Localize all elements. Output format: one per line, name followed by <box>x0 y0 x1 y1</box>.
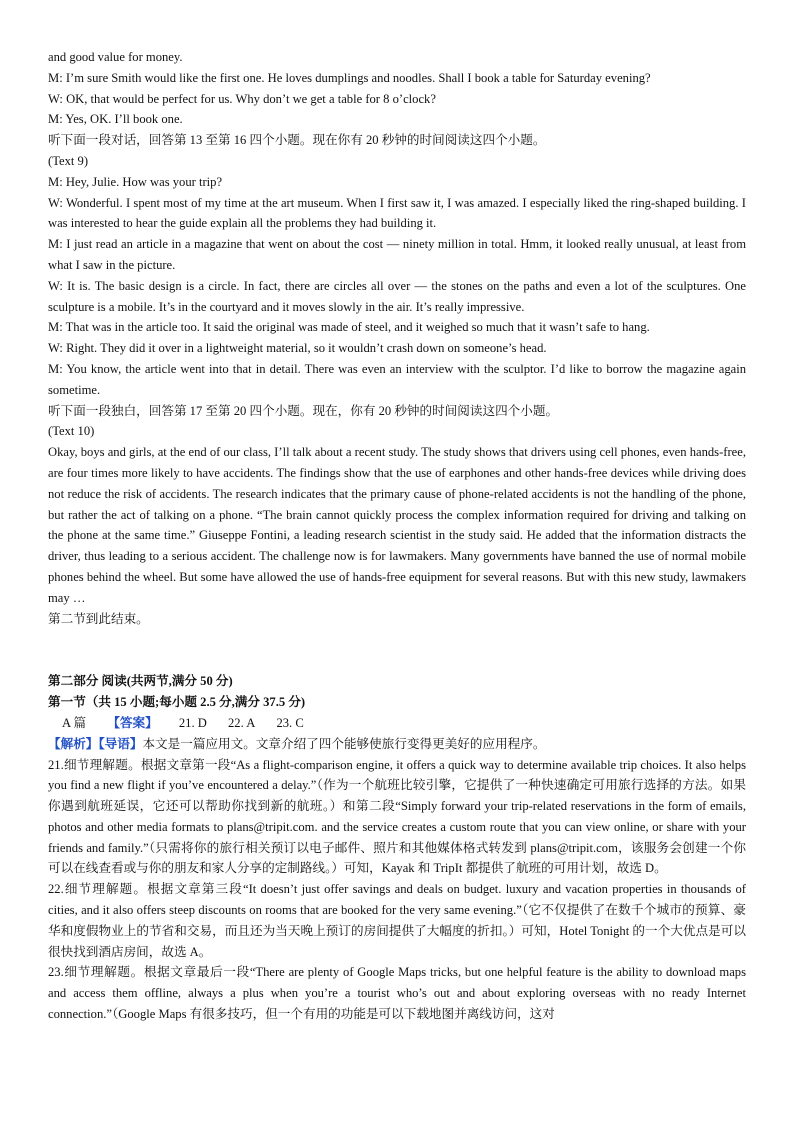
listening-instruction: 听下面一段对话，回答第 13 至第 16 四个小题。现在你有 20 秒钟的时间阅读这四个小题。 <box>48 133 546 148</box>
listening-line: M: Yes, OK. I’ll book one. <box>48 112 183 127</box>
section-end-note: 第二节到此结束。 <box>48 611 149 626</box>
listening-line: M: Hey, Julie. How was your trip? <box>48 174 223 189</box>
listening-line: W: OK, that would be perfect for us. Why don’t we get a table for 8 o’clock? <box>48 91 436 106</box>
guide-text: 本文是一篇应用文。文章介绍了四个能够使旅行变得更美好的应用程序。 <box>142 736 546 751</box>
analysis-tag: 【解析】 <box>48 736 99 751</box>
answer-tag: 【答案】 <box>107 715 158 730</box>
explanation-paragraph: 21.细节理解题。根据文章第一段“As a flight-comparison engine, it offers a quick way to determine available trip choices. It also helps you find a new flight if you’ve encountered a delay.”（作为一个航班比较引擎，它提供了一种快速确定可用旅行选择的方法。如果你遇到航班延误，它还可以帮助你找到新的航班。）和第二段“Simply forward your trip-related reservations in the form of emails, photos and other media formats to plans@tripit.com. and the service creates a custom route that you can view online, or share with your friends and family.”（只需将你的旅行相关预订以电子邮件、照片和其他媒体格式转发到 plans@tripit.com，该服务会创建一个你可以在线查看或与你的朋友和家人分享的定制路线。）可知，Kayak 和 TripIt 都提供了航班的可用计划，故选 D。 <box>48 757 746 876</box>
monologue-paragraph: Okay, boys and girls, at the end of our class, I’ll talk about a recent study. The study shows that drivers using cell phones, even hands-free, are four times more likely to have accidents. The findings show that the use of earphones and other hands-free devices while driving does not reduce the risk of accidents. The research indicates that the primary cause of phone-related accidents is not the handling of the phone, but rather the act of talking on a phone. “The brain cannot quickly process the complex information required for driving and talking on the phone at the same time.” Giuseppe Fontini, a leading research scientist in the study said. He added that the information distracts the driver, thus leading to a serious accident. The challenge now is for lawmakers. Many governments have banned the use of normal mobile phones behind the wheel. But some have allowed the use of hands-free equipment for several reasons. But with this new study, lawmakers may … <box>48 445 746 605</box>
answer-line <box>48 713 746 734</box>
guide-line <box>48 734 746 755</box>
passage-label: A 篇 <box>62 715 87 730</box>
listening-line: and good value for money. <box>48 50 183 64</box>
listening-line: W: Wonderful. I spent most of my time at the art museum. When I first saw it, I was amazed. I especially liked the ring-shaped building. I was interested to hear the guide explain all the problems they had building it. <box>48 195 746 231</box>
listening-line: M: I’m sure Smith would like the first one. He loves dumplings and noodles. Shall I book a table for Saturday evening? <box>48 70 651 85</box>
text-label: (Text 10) <box>48 424 95 439</box>
text-label: (Text 9) <box>48 153 89 168</box>
explanation-paragraph: 22.细节理解题。根据文章第三段“It doesn’t just offer savings and deals on budget. luxury and vacation properties in thousands of cities, and it also offers steep discounts on rooms that are booked for the very same evening.”（它不仅提供了在数千个城市的预算、豪华和度假物业上的节省和交易，而且还为当天晚上预订的房间提供了大幅度的折扣。）可知，Hotel Tonight 的一个大优点是可以很快找到酒店房间，故选 A。 <box>48 882 746 959</box>
listening-line: M: That was in the article too. It said the original was made of steel, and it weighed so much that it wasn’t safe to hang. <box>48 320 650 335</box>
listening-line: W: It is. The basic design is a circle. In fact, there are circles all over — the stones on the paths and even a lot of the sculptures. One sculpture is a mobile. It’s in the courtyard and it moves slowly in the air. It’s really impressive. <box>48 278 746 314</box>
listening-instruction: 听下面一段独白，回答第 17 至第 20 四个小题。现在，你有 20 秒钟的时间阅读这四个小题。 <box>48 403 559 418</box>
listening-line: W: Right. They did it over in a lightweight material, so it wouldn’t crash down on someone’s head. <box>48 341 547 356</box>
answer-item: 21. D <box>178 715 207 730</box>
listening-line: M: You know, the article went into that in detail. There was even an interview with the sculptor. I’d like to borrow the magazine again sometime. <box>48 361 746 397</box>
listening-line: M: I just read an article in a magazine that went on about the cost — ninety million in total. Hmm, it looked really unusual, at least from what I saw in the picture. <box>48 237 746 272</box>
document-page <box>48 47 746 1025</box>
spacer <box>48 629 746 671</box>
answer-item: 22. A <box>228 715 256 730</box>
answer-item: 23. C <box>276 715 304 730</box>
section-title: 第一节（共 15 小题;每小题 2.5 分,满分 37.5 分) <box>48 695 306 710</box>
guide-tag: 【导语】 <box>98 736 143 751</box>
explanation-paragraph: 23.细节理解题。根据文章最后一段“There are plenty of Google Maps tricks, but one helpful feature is the ability to download maps and access them offline, always a plus when you’re a tourist who’s out and about exploring overseas with no ready Internet connection.”（Google Maps 有很多技巧，但一个有用的功能是可以下载地图并离线访问，这对 <box>48 965 746 1022</box>
part-title: 第二部分 阅读(共两节,满分 50 分) <box>48 674 233 689</box>
